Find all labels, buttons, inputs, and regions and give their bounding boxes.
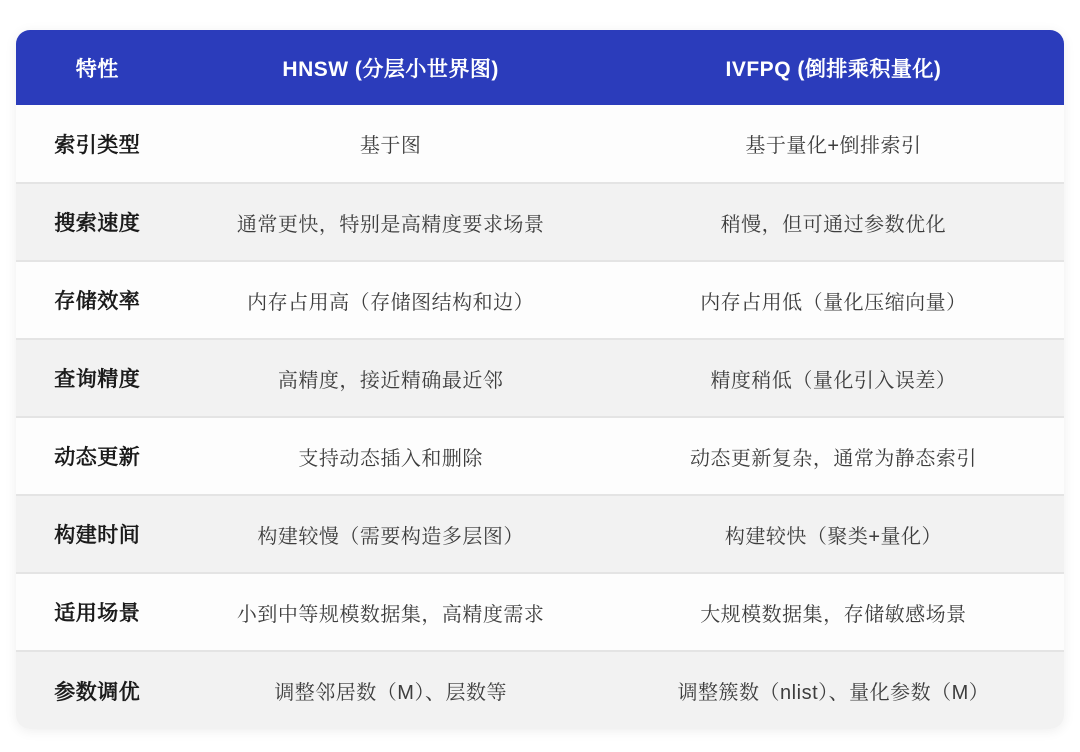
cell-ivfpq: 精度稍低（量化引入误差） xyxy=(603,339,1064,417)
row-feature-label: 参数调优 xyxy=(16,651,178,729)
cell-ivfpq: 动态更新复杂，通常为静态索引 xyxy=(603,417,1064,495)
cell-hnsw: 调整邻居数（M）、层数等 xyxy=(178,651,602,729)
comparison-table xyxy=(16,30,1064,729)
cell-ivfpq: 内存占用低（量化压缩向量） xyxy=(603,261,1064,339)
header-cell-feature: 特性 xyxy=(16,30,178,105)
cell-hnsw: 通常更快，特别是高精度要求场景 xyxy=(178,183,602,261)
cell-ivfpq: 基于量化+倒排索引 xyxy=(745,135,922,157)
cell-ivfpq: 稍慢，但可通过参数优化 xyxy=(603,183,1064,261)
header-cell-ivfpq: IVFPQ (倒排乘积量化) xyxy=(603,30,1064,105)
cell-ivfpq: 构建较快（聚类+量化） xyxy=(603,495,1064,573)
table-row xyxy=(16,339,1064,417)
table-row xyxy=(16,495,1064,573)
cell-ivfpq: 大规模数据集，存储敏感场景 xyxy=(603,573,1064,651)
table-row xyxy=(16,651,1064,729)
row-feature-label: 搜索速度 xyxy=(16,183,178,261)
table-body xyxy=(16,105,1064,729)
row-feature-label: 适用场景 xyxy=(16,573,178,651)
cell-hnsw: 小到中等规模数据集，高精度需求 xyxy=(178,573,602,651)
cell-hnsw: 支持动态插入和删除 xyxy=(178,417,602,495)
table-row xyxy=(16,573,1064,651)
cell-hnsw: 基于图 xyxy=(359,135,422,157)
cell-ivfpq: 调整簇数（nlist）、量化参数（M） xyxy=(603,651,1064,729)
header-cell-hnsw: HNSW (分层小世界图) xyxy=(178,30,602,105)
header-row xyxy=(16,30,1064,105)
row-feature-label: 构建时间 xyxy=(16,495,178,573)
row-feature-label: 动态更新 xyxy=(16,417,178,495)
row-feature-label: 存储效率 xyxy=(16,261,178,339)
table-row xyxy=(16,261,1064,339)
row-feature-label: 查询精度 xyxy=(16,339,178,417)
table-row xyxy=(16,417,1064,495)
row-feature-label: 索引类型 xyxy=(54,133,141,157)
table-row xyxy=(16,105,1064,183)
comparison-card xyxy=(16,30,1064,729)
cell-hnsw: 高精度，接近精确最近邻 xyxy=(178,339,602,417)
table-row xyxy=(16,183,1064,261)
cell-hnsw: 内存占用高（存储图结构和边） xyxy=(178,261,602,339)
cell-hnsw: 构建较慢（需要构造多层图） xyxy=(178,495,602,573)
